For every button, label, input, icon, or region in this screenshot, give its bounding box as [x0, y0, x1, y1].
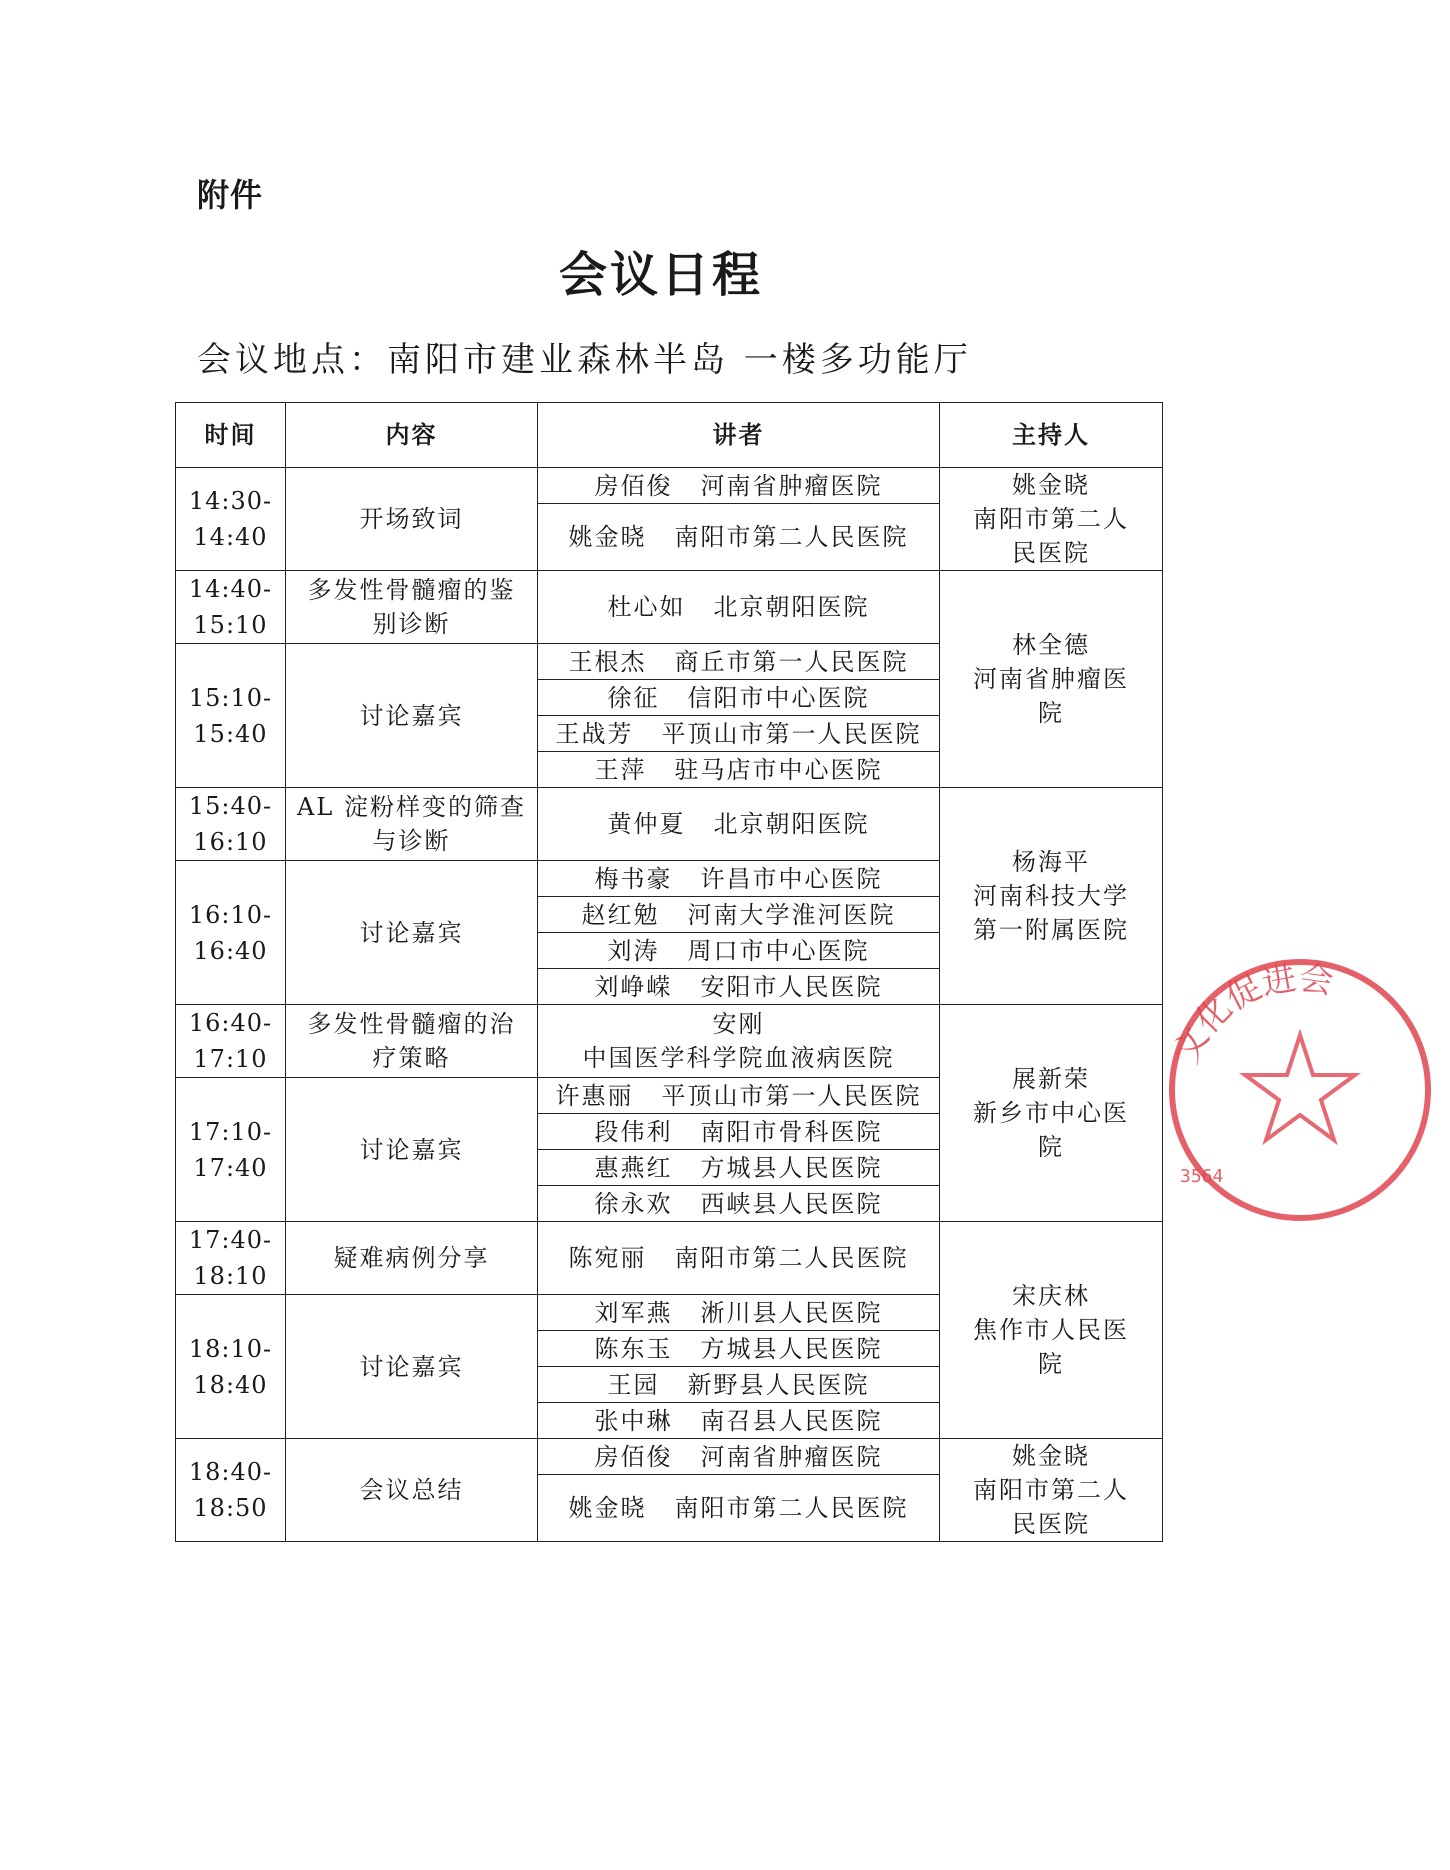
time-end: 17:10 — [193, 1045, 268, 1073]
speaker-name: 房佰俊 — [594, 1442, 673, 1471]
speaker-cell — [538, 1439, 940, 1475]
speaker-cell — [538, 1475, 940, 1542]
speaker-name: 陈东玉 — [594, 1334, 673, 1363]
host-line: 焦作市人民医 — [973, 1316, 1129, 1344]
speaker-cell — [538, 788, 940, 861]
topic-line: 别诊断 — [372, 610, 451, 638]
attachment-label: 附件 — [197, 176, 264, 214]
speaker-name: 黄仲夏 — [607, 810, 686, 838]
topic-line: 疗策略 — [372, 1044, 451, 1072]
host-cell — [940, 571, 1163, 788]
speaker-cell — [538, 1005, 940, 1078]
speaker-name: 陈宛丽 — [568, 1244, 647, 1272]
speaker-cell — [538, 468, 940, 504]
speaker-name: 许惠丽 — [555, 1081, 634, 1110]
speaker-name: 张中琳 — [594, 1406, 673, 1435]
time-cell — [176, 1295, 286, 1439]
topic-cell — [286, 468, 538, 571]
speaker-cell — [538, 1222, 940, 1295]
speaker-hospital: 南阳市骨科医院 — [700, 1117, 883, 1146]
speaker-hospital: 河南省肿瘤医院 — [700, 1442, 883, 1471]
time-cell — [176, 571, 286, 644]
time-cell — [176, 1439, 286, 1542]
time-start: 17:40- — [188, 1226, 273, 1254]
topic-cell — [286, 644, 538, 788]
header-content: 内容 — [286, 403, 538, 468]
time-start: 14:30- — [188, 487, 273, 515]
speaker-name: 姚金晓 — [568, 523, 647, 552]
topic-line: 多发性骨髓瘤的鉴 — [307, 576, 516, 604]
speaker-hospital: 河南大学淮河医院 — [687, 900, 896, 929]
table-row — [176, 1439, 1163, 1475]
host-line: 院 — [1038, 699, 1064, 727]
speaker-hospital: 淅川县人民医院 — [700, 1298, 883, 1327]
speaker-hospital: 新野县人民医院 — [687, 1370, 870, 1399]
host-line: 河南科技大学 — [973, 882, 1129, 910]
topic-line: 会议总结 — [359, 1476, 464, 1504]
speaker-cell — [538, 752, 940, 788]
seal-code: 3564 — [1180, 1166, 1224, 1187]
time-end: 18:10 — [193, 1262, 268, 1290]
speaker-name: 惠燕红 — [594, 1153, 673, 1182]
speaker-cell — [538, 1403, 940, 1439]
speaker-name: 王萍 — [594, 755, 647, 784]
time-end: 18:50 — [193, 1494, 268, 1522]
speaker-name: 王根杰 — [568, 647, 647, 676]
time-end: 15:10 — [193, 611, 268, 639]
table-row — [176, 788, 1163, 861]
speaker-name: 徐征 — [607, 683, 660, 712]
topic-cell — [286, 1078, 538, 1222]
time-start: 14:40- — [188, 575, 273, 603]
speaker-name: 赵红勉 — [581, 900, 660, 929]
speaker-hospital: 南阳市第二人民医院 — [674, 1244, 909, 1272]
topic-cell — [286, 788, 538, 861]
speaker-cell — [538, 1150, 940, 1186]
topic-line: 与诊断 — [372, 827, 451, 855]
speaker-cell — [538, 1186, 940, 1222]
host-cell — [940, 1222, 1163, 1439]
speaker-name: 刘涛 — [607, 936, 660, 965]
host-line: 院 — [1038, 1350, 1064, 1378]
table-row — [176, 1005, 1163, 1078]
host-line: 南阳市第二人 — [973, 1476, 1129, 1504]
time-end: 15:40 — [193, 719, 268, 748]
host-cell — [940, 468, 1163, 571]
speaker-name: 王园 — [607, 1370, 660, 1399]
topic-cell — [286, 1295, 538, 1439]
official-seal — [1150, 940, 1450, 1240]
speaker-hospital: 安阳市人民医院 — [700, 972, 883, 1001]
speaker-hospital: 南阳市第二人民医院 — [674, 523, 909, 552]
seal-text — [1167, 958, 1336, 1070]
time-cell — [176, 861, 286, 1005]
speaker-hospital: 平顶山市第一人民医院 — [661, 719, 922, 748]
schedule-table — [175, 402, 1163, 1542]
topic-line: 讨论嘉宾 — [359, 1352, 464, 1381]
time-cell — [176, 1005, 286, 1078]
speaker-name: 安刚 — [712, 1010, 765, 1038]
speaker-name: 徐永欢 — [594, 1189, 673, 1218]
header-host: 主持人 — [940, 403, 1163, 468]
table-row — [176, 571, 1163, 644]
topic-cell — [286, 1222, 538, 1295]
host-line: 展新荣 — [1012, 1065, 1090, 1093]
speaker-hospital: 南召县人民医院 — [700, 1406, 883, 1435]
speaker-name: 房佰俊 — [594, 471, 673, 500]
time-start: 15:40- — [188, 792, 273, 820]
host-line: 新乡市中心医 — [973, 1099, 1129, 1127]
speaker-hospital: 许昌市中心医院 — [700, 864, 883, 893]
table-row — [176, 1222, 1163, 1295]
speaker-cell — [538, 933, 940, 969]
topic-cell — [286, 861, 538, 1005]
speaker-name: 王战芳 — [555, 719, 634, 748]
speaker-hospital: 方城县人民医院 — [700, 1334, 883, 1363]
host-line: 民医院 — [1012, 1510, 1090, 1538]
speaker-hospital: 信阳市中心医院 — [687, 683, 870, 712]
host-line: 民医院 — [1012, 539, 1090, 567]
speaker-cell — [538, 644, 940, 680]
time-cell — [176, 1078, 286, 1222]
speaker-cell — [538, 969, 940, 1005]
time-end: 18:40 — [193, 1370, 268, 1399]
host-line: 杨海平 — [1012, 848, 1090, 876]
speaker-hospital: 河南省肿瘤医院 — [700, 471, 883, 500]
speaker-hospital: 商丘市第一人民医院 — [674, 647, 909, 676]
schedule-body — [176, 468, 1163, 1542]
time-end: 16:40 — [193, 936, 268, 965]
speaker-name: 姚金晓 — [568, 1494, 647, 1523]
seal-text-path: 文化促进会 — [1166, 958, 1336, 1070]
speaker-hospital: 北京朝阳医院 — [713, 810, 870, 838]
host-line: 林全德 — [1012, 631, 1090, 659]
topic-cell — [286, 1005, 538, 1078]
speaker-cell — [538, 1295, 940, 1331]
topic-line: 讨论嘉宾 — [359, 1135, 464, 1164]
time-start: 16:40- — [188, 1009, 273, 1037]
host-line: 第一附属医院 — [973, 916, 1129, 944]
time-start: 16:10- — [188, 900, 273, 929]
speaker-name: 杜心如 — [607, 593, 686, 621]
speaker-cell — [538, 861, 940, 897]
host-line: 姚金晓 — [1012, 1442, 1090, 1470]
seal-star-icon — [1245, 1035, 1355, 1140]
venue-line: 会议地点：南阳市建业森林半岛 一楼多功能厅 — [197, 340, 972, 380]
host-line: 宋庆林 — [1012, 1282, 1090, 1310]
host-cell — [940, 788, 1163, 1005]
speaker-cell — [538, 1367, 940, 1403]
speaker-hospital: 平顶山市第一人民医院 — [661, 1081, 922, 1110]
speaker-hospital: 中国医学科学院血液病医院 — [582, 1044, 895, 1072]
topic-line: 开场致词 — [359, 505, 464, 533]
speaker-hospital: 北京朝阳医院 — [713, 593, 870, 621]
time-start: 18:10- — [188, 1334, 273, 1363]
speaker-cell — [538, 897, 940, 933]
speaker-hospital: 西峡县人民医院 — [700, 1189, 883, 1218]
time-cell — [176, 788, 286, 861]
host-line: 姚金晓 — [1012, 471, 1090, 499]
speaker-hospital: 南阳市第二人民医院 — [674, 1494, 909, 1523]
speaker-hospital: 周口市中心医院 — [687, 936, 870, 965]
topic-line: 讨论嘉宾 — [359, 701, 464, 730]
topic-line: 疑难病例分享 — [333, 1244, 490, 1272]
page-title: 会议日程 — [558, 247, 763, 303]
topic-cell — [286, 1439, 538, 1542]
speaker-cell — [538, 571, 940, 644]
time-cell — [176, 468, 286, 571]
topic-line: AL 淀粉样变的筛查 — [297, 793, 526, 821]
host-cell — [940, 1439, 1163, 1542]
host-cell — [940, 1005, 1163, 1222]
time-cell — [176, 644, 286, 788]
speaker-cell — [538, 1114, 940, 1150]
table-row — [176, 468, 1163, 504]
speaker-cell — [538, 716, 940, 752]
speaker-cell — [538, 504, 940, 571]
header-time: 时间 — [176, 403, 286, 468]
time-start: 18:40- — [188, 1458, 273, 1486]
time-end: 17:40 — [193, 1153, 268, 1182]
time-end: 14:40 — [193, 523, 268, 551]
host-line: 河南省肿瘤医 — [973, 665, 1129, 693]
speaker-name: 刘峥嵘 — [594, 972, 673, 1001]
header-speaker: 讲者 — [538, 403, 940, 468]
host-line: 南阳市第二人 — [973, 505, 1129, 533]
speaker-hospital: 方城县人民医院 — [700, 1153, 883, 1182]
topic-line: 多发性骨髓瘤的治 — [307, 1010, 516, 1038]
speaker-cell — [538, 680, 940, 716]
time-end: 16:10 — [193, 828, 268, 856]
speaker-hospital: 驻马店市中心医院 — [674, 755, 883, 784]
speaker-cell — [538, 1331, 940, 1367]
topic-cell — [286, 571, 538, 644]
speaker-cell — [538, 1078, 940, 1114]
table-header-row — [176, 403, 1163, 468]
time-start: 17:10- — [188, 1117, 273, 1146]
host-line: 院 — [1038, 1133, 1064, 1161]
time-start: 15:10- — [188, 683, 273, 712]
speaker-name: 刘军燕 — [594, 1298, 673, 1327]
time-cell — [176, 1222, 286, 1295]
topic-line: 讨论嘉宾 — [359, 918, 464, 947]
speaker-name: 梅书豪 — [594, 864, 673, 893]
speaker-name: 段伟利 — [594, 1117, 673, 1146]
